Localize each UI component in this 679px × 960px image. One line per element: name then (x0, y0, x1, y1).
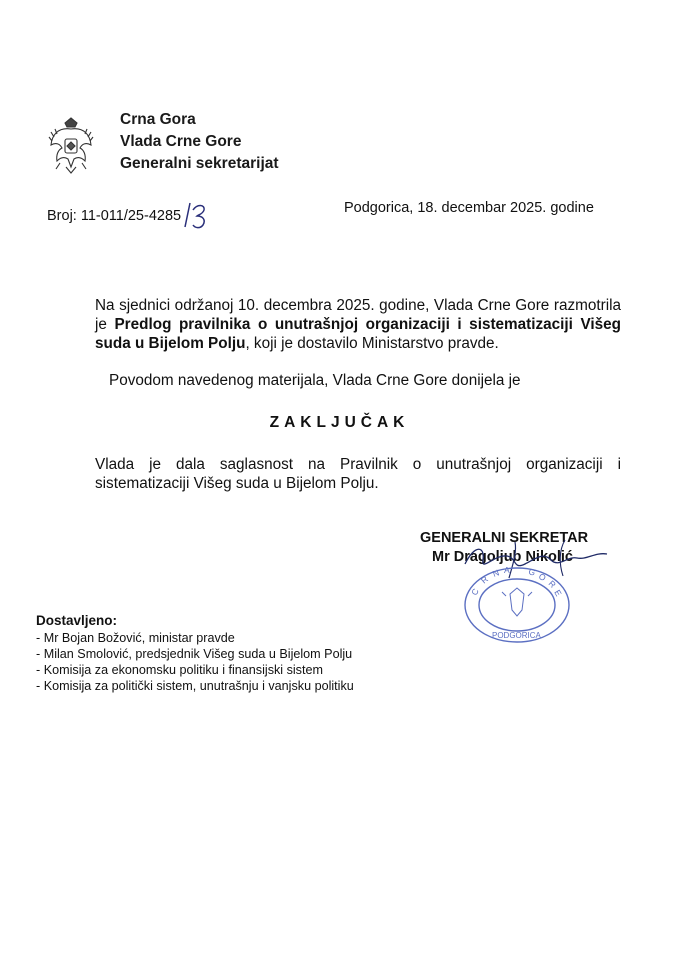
svg-text:R: R (546, 578, 558, 590)
list-item: - Mr Bojan Božović, ministar pravde (36, 630, 354, 646)
list-item: - Komisija za politički sistem, unutrašnju i vanjsku politiku (36, 678, 354, 694)
handwritten-suffix-icon (179, 200, 213, 230)
svg-text:PODGORICA: PODGORICA (492, 631, 541, 640)
svg-text:G: G (527, 566, 537, 578)
svg-text:R: R (478, 573, 490, 586)
reference-number-text: Broj: 11-011/25-4285 (47, 208, 182, 224)
document-title: ZAKLJUČAK (269, 414, 410, 431)
svg-text:N: N (491, 567, 501, 579)
list-item: - Komisija za ekonomsku politiku i finansijski sistem (36, 662, 354, 678)
place-date: Podgorica, 18. decembar 2025. godine (344, 200, 594, 216)
paragraph-1 (95, 296, 621, 353)
distribution-list (36, 630, 354, 694)
reference-number (47, 200, 213, 230)
coat-of-arms-icon (48, 117, 94, 175)
paragraph-3: Vlada je dala saglasnost na Pravilnik o unutrašnjoj organizaciji i sistematizaciji Višeg suda u Bijelom Polju. (95, 456, 621, 492)
svg-text:A: A (504, 566, 510, 575)
distribution-title: Dostavljeno: (36, 613, 118, 628)
list-item: - Milan Smolović, predsjednik Višeg suda u Bijelom Polju (36, 646, 354, 662)
official-stamp-icon (462, 566, 572, 644)
svg-text:C: C (469, 586, 481, 597)
paragraph-2: Povodom navedenog materijala, Vlada Crne Gore donijela je (109, 372, 521, 389)
signatory-name: Mr Dragoljub Nikolić (432, 549, 573, 565)
signatory-position: GENERALNI SEKRETAR (420, 530, 589, 546)
header-government: Vlada Crne Gore (120, 133, 242, 150)
paragraph-1-subject: Predlog pravilnika o unutrašnjoj organizaciji i sistematizaciji Višeg suda u Bijelom Polju (95, 316, 622, 352)
paragraph-1-outro: , koji je dostavilo Ministarstvo pravde. (245, 335, 499, 352)
svg-text:E: E (552, 588, 564, 598)
header-country: Crna Gora (120, 111, 196, 128)
paragraph-1-intro: Na sjednici održanoj 10. decembra 2025. godine, Vlada Crne Gore razmotrila je (95, 297, 621, 333)
svg-text:O: O (537, 571, 548, 584)
header-office: Generalni sekretarijat (120, 155, 279, 172)
